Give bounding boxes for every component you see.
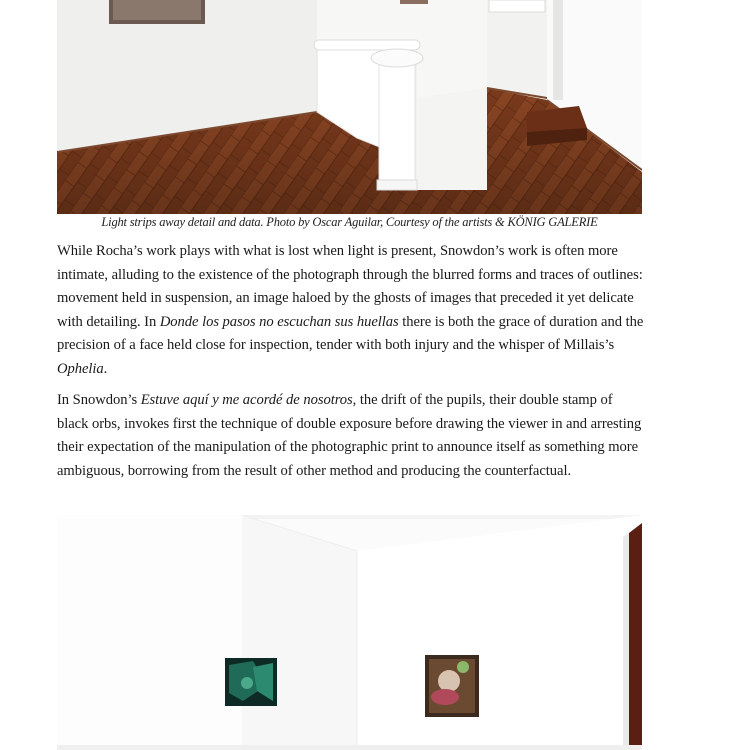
photo-caption: Light strips away detail and data. Photo by Oscar Aguilar, Courtesy of the artists & KÖNIG GALERIE xyxy=(101,215,598,229)
gallery-photo-top xyxy=(57,0,642,214)
artwork-title: Estuve aquí y me acordé de nosotros xyxy=(140,392,353,408)
paragraph-text: . xyxy=(103,360,108,377)
paragraph-text: While Rocha’s work plays with what is lost when light is present, Snowdon’s work is often more intimate, alluding to the existence of the photograph through the blurred forms and traces of outlines: movement held in suspension, an image haloed by the ghosts of images that preceded it yet delicate with detailing. In xyxy=(57,243,643,330)
paragraph-text: , the drift of the pupils, their double stamp of black orbs, invokes first the technique of double exposure before drawing the viewer in and arresting their expectation of the manipulation of the photographic print to announce itself as something more ambiguous, borrowing from the result of other method and producing the counterfactual. xyxy=(57,392,642,479)
body-paragraph-1 xyxy=(57,240,647,382)
body-paragraph-2 xyxy=(57,389,647,483)
artwork-title: Donde los pasos no escuchan sus huellas xyxy=(159,313,399,330)
artwork-reference: Ophelia xyxy=(57,360,104,377)
gallery-photo-bottom xyxy=(57,515,642,750)
paragraph-text: In Snowdon’s xyxy=(57,392,141,408)
paragraph-text: there is both the grace of duration and the precision of a face held close for inspection, tender with both injury and the whisper of Millais’s xyxy=(57,313,644,354)
